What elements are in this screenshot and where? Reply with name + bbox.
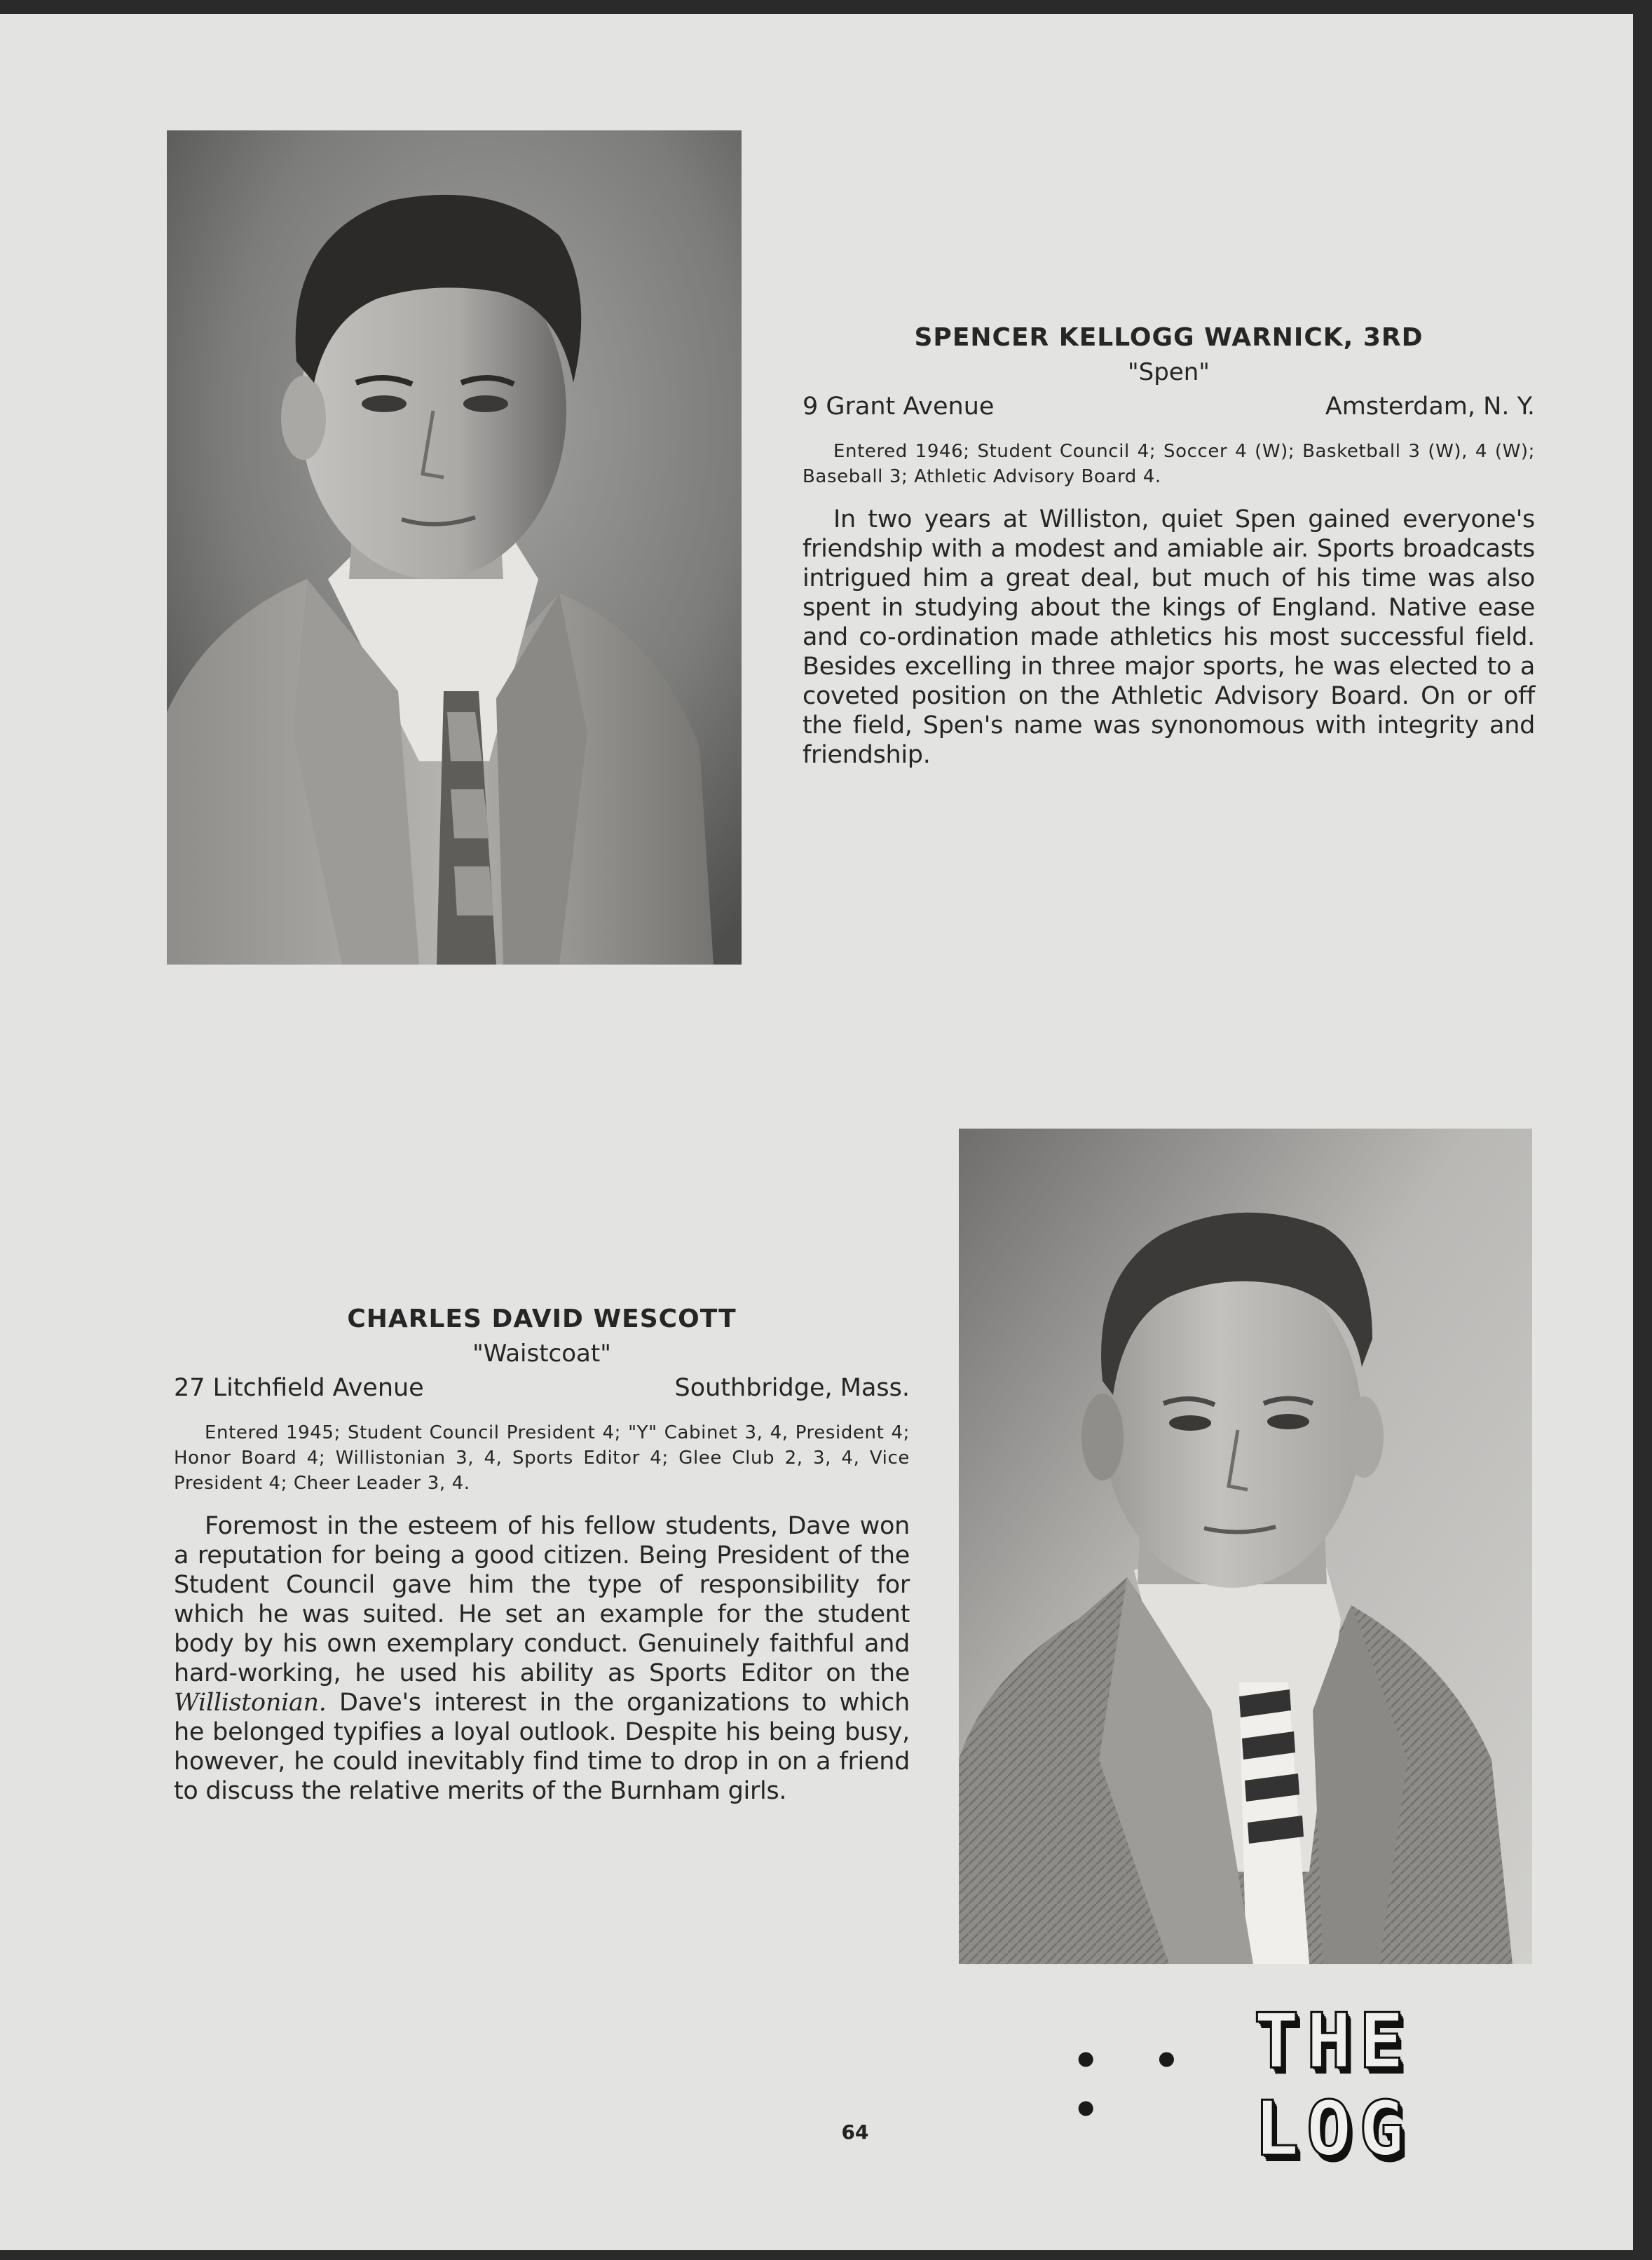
portrait-photo-wescott [959,1129,1532,1964]
student-nickname: "Waistcoat" [472,1340,611,1368]
portrait-illustration-wescott [959,1129,1532,1964]
student-entry-warnick [803,322,1535,770]
yearbook-page [0,14,1633,2250]
biography-text-end: Dave's interest in the organizations to which he belonged typifies a loyal outlook. Despite his being busy, however, he could inevitably find time to drop in on a friend to discuss the relative merits of the Burnham girls. [174,1689,910,1805]
address-row [174,1373,910,1403]
biography-text-start: Foremost in the esteem of his fellow students, Dave won a reputation for being a good citizen. Being President of the Student Council gave him the type of responsibility for which he was suited. He set an example for the student body by his own exemplary conduct. Genuinely faithful and hard-working, he used his ability as Sports Editor on the [174,1512,910,1687]
biography-paragraph [174,1511,910,1806]
city-state: Amsterdam, N. Y. [1325,393,1535,421]
yearbook-title: THE LOG [1253,1998,1412,2173]
ellipsis-dots: • • • [1072,2036,1200,2135]
student-entry-wescott [174,1304,910,1806]
student-nickname: "Spen" [1128,358,1210,386]
publication-title: Willistonian. [174,1689,327,1717]
portrait-illustration-warnick [167,130,742,965]
footer-banner [1072,1998,1542,2173]
address-row [803,391,1535,422]
street-address: 27 Litchfield Avenue [174,1374,424,1402]
student-name: CHARLES DAVID WESCOTT [347,1305,737,1333]
biography-paragraph: In two years at Williston, quiet Spen gained everyone's friendship with a modest and amiable air. Sports broadcasts intrigued him a great deal, but much of his time was also spent in studying about the kings of England. Native ease and co-ordination made athletics his most successful field. Besides excelling in three major sports, he was elected to a coveted position on the Athletic Advisory Board. On or off the field, Spen's name was synonomous with integrity and friendship. [803,505,1535,769]
student-name: SPENCER KELLOGG WARNICK, 3RD [914,323,1424,352]
activities-list: Entered 1946; Student Council 4; Soccer 4 (W); Basketball 3 (W), 4 (W); Baseball 3; Athletic Advisory Board 4. [803,441,1535,487]
street-address: 9 Grant Avenue [803,393,995,421]
page-number: 64 [841,2121,869,2144]
activities-list: Entered 1945; Student Council President 4; "Y" Cabinet 3, 4, President 4; Honor Board 4; Willistonian 3, 4, Sports Editor 4; Glee Club 2, 3, 4, Vice President 4; Cheer Leader 3, 4. [174,1422,910,1494]
city-state: Southbridge, Mass. [674,1374,910,1402]
portrait-photo-warnick [167,130,742,965]
